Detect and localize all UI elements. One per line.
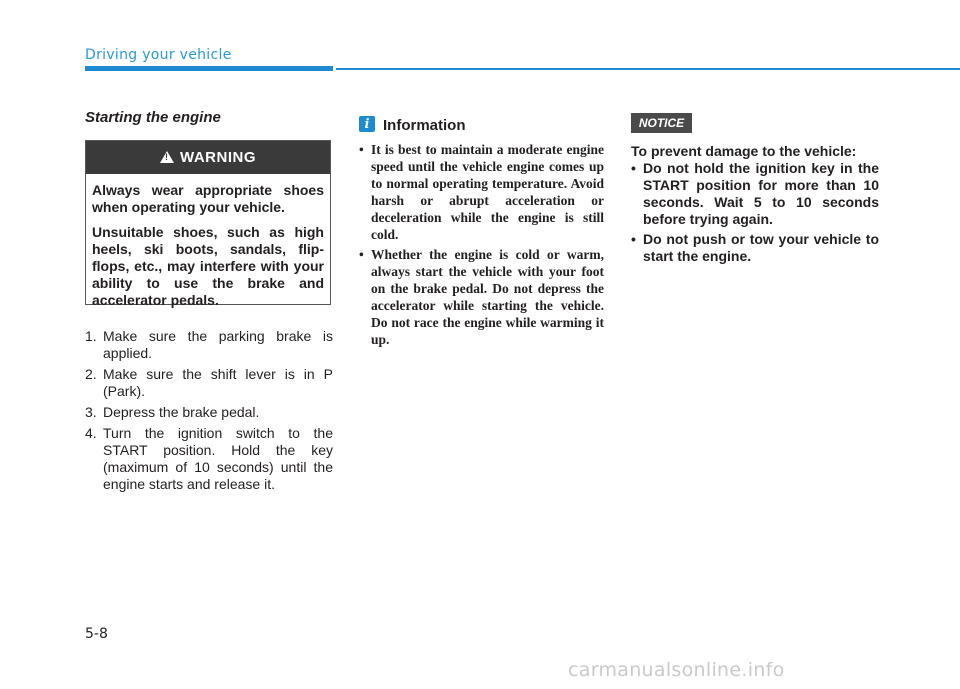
step-number: 4. [85, 425, 97, 441]
step-text: Make sure the parking brake is applied. [103, 328, 333, 361]
warning-box [85, 140, 331, 308]
step-text: Turn the ignition switch to the START position. Hold the key (maximum of 10 seconds) until the engine starts and release it. [103, 425, 333, 492]
info-list [359, 141, 604, 351]
info-bullet-text: Whether the engine is cold or warm, always start the vehicle with your foot on the brake pedal. Do not depress the accelerator while starting the vehicle. Do not race the engine while warming it up. [371, 247, 604, 347]
notice-bullet [631, 231, 879, 265]
header-bar-thick [85, 66, 333, 71]
warning-header [86, 141, 330, 174]
step-list [85, 328, 333, 497]
warning-body [86, 174, 330, 309]
page-heading: Starting the engine [85, 109, 221, 126]
step-item [85, 404, 333, 421]
step-text: Depress the brake pedal. [103, 404, 260, 420]
watermark: carmanualsonline.info [568, 659, 785, 681]
header-bar-line [336, 68, 960, 70]
bullet-dot: • [359, 247, 364, 262]
info-bullet [359, 141, 604, 243]
bullet-dot: • [359, 142, 364, 157]
info-bullet-text: It is best to maintain a moderate engine speed until the vehicle engine comes up to normal operating temperature. Avoid harsh or abrupt acceleration or deceleration while the engine is still cold. [371, 142, 604, 242]
step-number: 2. [85, 366, 97, 382]
bullet-dot: • [631, 160, 636, 176]
info-title: Information [383, 117, 466, 134]
warning-paragraph: Always wear appropriate shoes when operating your vehicle. [92, 182, 324, 215]
notice-bullet [631, 160, 879, 228]
notice-list [631, 160, 879, 268]
notice-bullet-text: Do not hold the ignition key in the START position for more than 10 seconds. Wait 5 to 10 seconds before trying again. [643, 160, 879, 227]
bullet-dot: • [631, 231, 636, 247]
step-number: 1. [85, 328, 97, 344]
notice-badge: NOTICE [631, 113, 692, 133]
warning-paragraph: Unsuitable shoes, such as high heels, ski boots, sandals, flip-flops, etc., may interfere with your ability to use the brake and accelerator pedals. [92, 224, 324, 308]
warning-triangle-icon [160, 151, 174, 163]
info-bullet [359, 246, 604, 348]
section-title: Driving your vehicle [85, 47, 232, 63]
step-item [85, 425, 333, 493]
step-text: Make sure the shift lever is in P (Park). [103, 366, 333, 399]
step-item [85, 328, 333, 362]
warning-label: WARNING [180, 149, 256, 166]
notice-bullet-text: Do not push or tow your vehicle to start the engine. [643, 231, 879, 264]
notice-lead: To prevent damage to the vehicle: [631, 143, 857, 159]
step-item [85, 366, 333, 400]
info-icon: i [359, 116, 375, 132]
step-number: 3. [85, 404, 97, 420]
page-number: 5-8 [85, 626, 108, 642]
